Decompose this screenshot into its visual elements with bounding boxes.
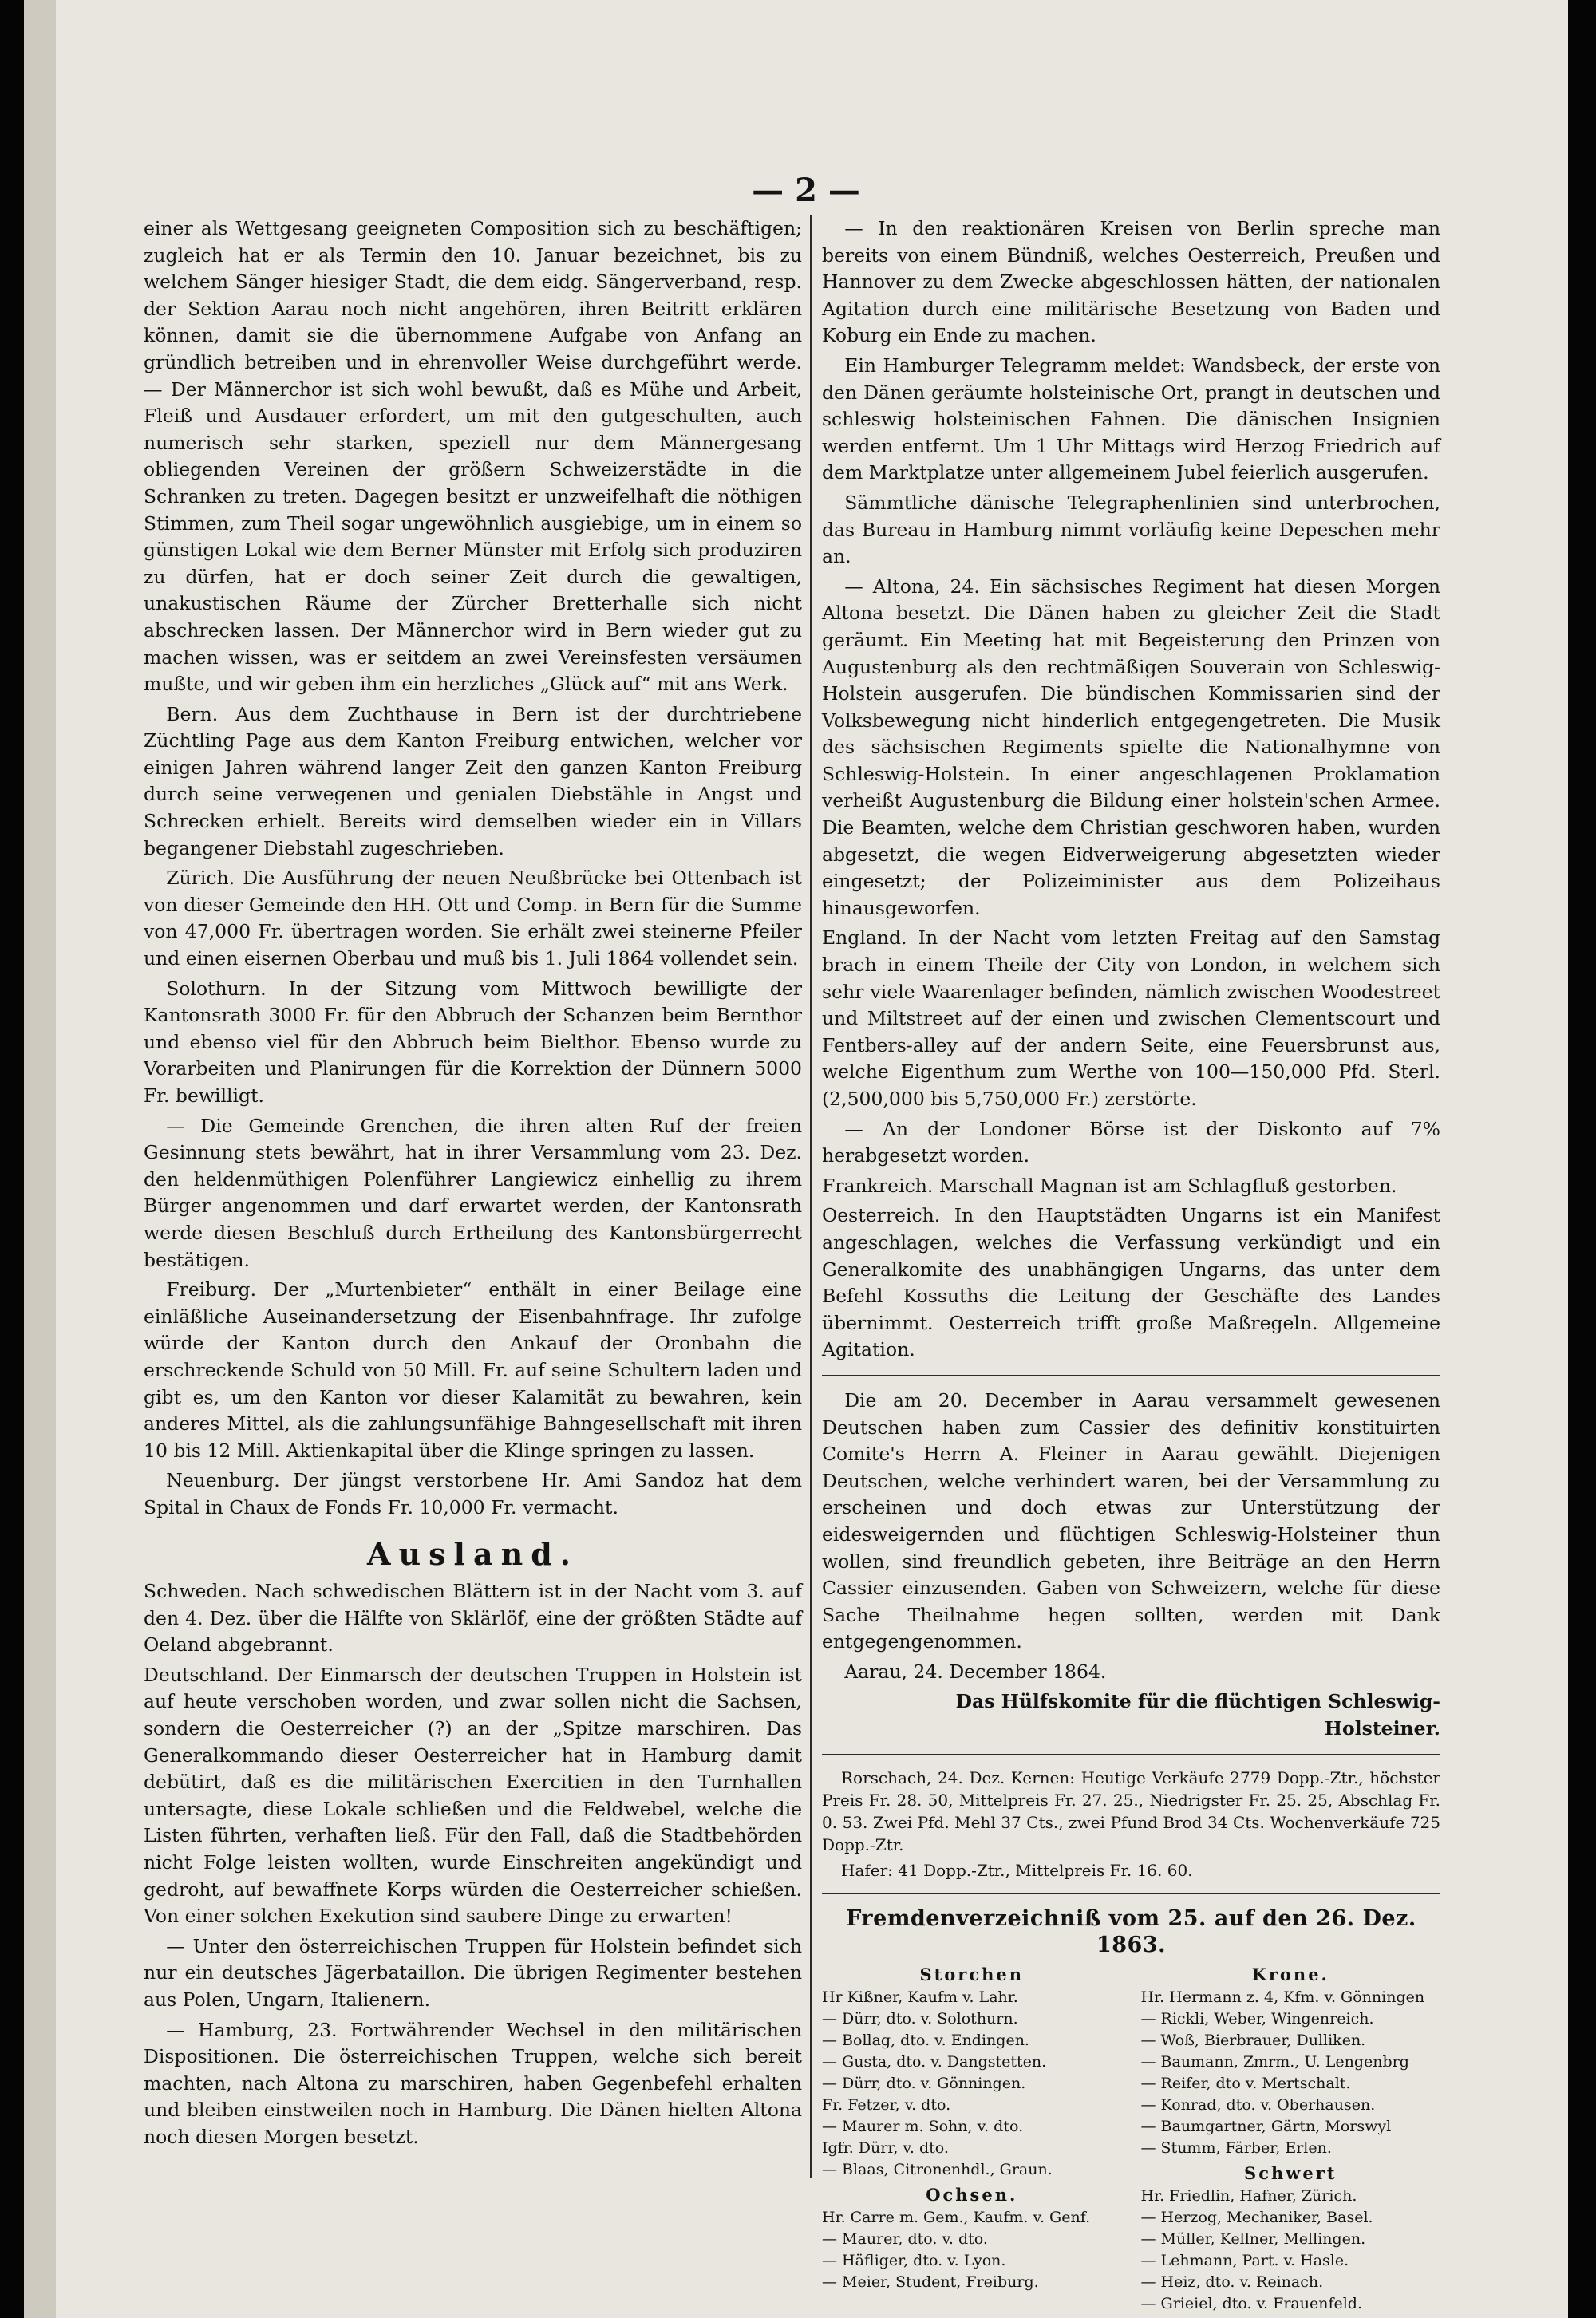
guest-entry: Fr. Fetzer, v. dto. <box>822 2095 951 2114</box>
page-edge <box>24 0 56 2318</box>
guest-entry: — Bollag, dto. v. Endingen. <box>822 2031 1029 2049</box>
article-paragraph: Solothurn. In der Sitzung vom Mittwoch bewilligte der Kantonsrath 3000 Fr. für den Abbruch der Schanzen beim Bernthor und ebenso viel für den Abbruch beim Bielthor. Ebenso wurde zu Vorarbeiten und Planirungen für die Korrektion der Dünnern 5000 Fr. bewilligt. <box>144 977 802 1107</box>
guest-list-left <box>822 1961 1122 2315</box>
guest-entry: — Meier, Student, Freiburg. <box>822 2273 1039 2291</box>
guest-entry: — Dürr, dto. v. Gönningen. <box>822 2074 1026 2092</box>
article-paragraph: Sämmtliche dänische Telegraphenlinien sind unterbrochen, das Bureau in Hamburg nimmt vorläufig keine Depeschen mehr an. <box>822 491 1440 568</box>
guest-entry: Hr. Hermann z. 4, Kfm. v. Gönningen <box>1140 1988 1425 2006</box>
article-paragraph: England. In der Nacht vom letzten Freitag auf den Samstag brach in einem Theile der City von London, in welchem sich sehr viele Waarenlager befinden, nämlich zwischen Woodestreet und Miltstreet auf der einen und zwischen Clementscourt und Fentbers-alley auf der andern Seite, eine Feuersbrunst aus, welche Eigenthum zum Werthe von 100—150,000 Pfd. Sterl. (2,500,000 bis 5,750,000 Fr.) zerstörte. <box>822 926 1440 1110</box>
guest-entry: — Konrad, dto. v. Oberhausen. <box>1140 2095 1376 2114</box>
hotel-heading-schwert: Schwert <box>1244 2162 1337 2183</box>
article-paragraph: Deutschland. Der Einmarsch der deutschen Truppen in Holstein ist auf heute verschoben worden, und zwar sollen nicht die Sachsen, sondern die Oesterreicher (?) an der „Spitze marschiren. Das Generalkommando dieser Oesterreicher hat in Hamburg damit debütirt, daß es die militärischen Exercitien in den Turnhallen untersagte, diese Lokale schließen und die Feldwebel, welche die Listen führten, verhaften ließ. Für den Fall, daß die Stadtbehörden nicht Folge leisten wollten, wurde Einschreiten angekündigt und gedroht, auf bewaffnete Korps würden die Oesterreicher schießen. Von einer solchen Exekution sind saubere Dinge zu erwarten! <box>144 1663 802 1928</box>
guest-entry: Hr. Friedlin, Hafner, Zürich. <box>1140 2186 1357 2205</box>
rule <box>822 1375 1440 1376</box>
guest-entry: — Baumgartner, Gärtn, Morswyl <box>1140 2117 1392 2135</box>
notice-signature: Das Hülfskomite für die flüchtigen Schleswig-Holsteiner. <box>955 1690 1440 1740</box>
article-paragraph: Schweden. Nach schwedischen Blättern ist in der Nacht vom 3. auf den 4. Dez. über die Hälfte von Sklärlöf, eine der größten Städte auf Oeland abgebrannt. <box>144 1580 802 1657</box>
rule <box>822 1893 1440 1894</box>
guest-entry: Igfr. Dürr, v. dto. <box>822 2138 949 2157</box>
article-paragraph: — Unter den österreichischen Truppen für Holstein befindet sich nur ein deutsches Jägerbataillon. Die übrigen Regimenter bestehen aus Polen, Ungarn, Italienern. <box>144 1934 802 2011</box>
guest-entry: — Maurer, dto. v. dto. <box>822 2229 988 2248</box>
article-paragraph: — In den reaktionären Kreisen von Berlin spreche man bereits von einem Bündniß, welches Oesterreich, Preußen und Hannover zu dem Zwecke abgeschlossen hätten, der nationalen Agitation durch eine militärische Besetzung von Baden und Koburg ein Ende zu machen. <box>822 217 1440 347</box>
guest-entry: — Rickli, Weber, Wingenreich. <box>1140 2009 1374 2028</box>
article-paragraph: Ein Hamburger Telegramm meldet: Wandsbeck, der erste von den Dänen geräumte holsteinische Ort, prangt in deutschen und schleswig holsteinischen Fahnen. Die dänischen Insignien werden entfernt. Um 1 Uhr Mittags wird Herzog Friedrich auf dem Marktplatze unter allgemeinem Jubel feierlich ausgerufen. <box>822 353 1440 484</box>
article-paragraph: Freiburg. Der „Murtenbieter“ enthält in einer Beilage eine einläßliche Auseinandersetzung der Eisenbahnfrage. Ihr zufolge würde der Kanton durch den Ankauf der Oronbahn die erschreckende Schuld von 50 Mill. Fr. auf seine Schultern laden und gibt es, um den Kanton vor dieser Kalamität zu bewahren, kein anderes Mittel, als die zahlungsunfähige Bahngesellschaft mit ihren 10 bis 12 Mill. Aktienkapital über die Klinge springen zu lassen. <box>144 1278 802 1462</box>
article-paragraph: — Altona, 24. Ein sächsisches Regiment hat diesen Morgen Altona besetzt. Die Dänen haben zu gleicher Zeit die Stadt geräumt. Ein Meeting hat mit Begeisterung den Prinzen von Augustenburg als den rechtmäßigen Souverain von Schleswig-Holstein ausgerufen. Die bündischen Kommissarien sind der Volksbewegung nicht hinderlich entgegengetreten. Die Musik des sächsischen Regiments spielte die Nationalhymne von Schleswig-Holstein. In einer angeschlagenen Proklamation verheißt Augustenburg die Bildung einer holstein'schen Armee. Die Beamten, welche dem Christian geschworen haben, wurden abgesetzt, die wegen Eidverweigerung abgesetzten wieder eingesetzt; der Polizeiminister aus dem Polizeihaus hinausgeworfen. <box>822 575 1440 919</box>
fremdenverzeichnis-title: Fremdenverzeichniß vom 25. auf den 26. Dez. 1863. <box>846 1905 1416 1958</box>
article-paragraph: — Die Gemeinde Grenchen, die ihren alten Ruf der freien Gesinnung stets bewährt, hat in ihrer Versammlung vom 23. Dez. den heldenmüthigen Polenführer Langiewicz einhellig zu ihrem Bürger angenommen und darf erwartet werden, der Kantonsrath werde diesen Beschluß durch Ertheilung des Kantonsbürgerrecht bestätigen. <box>144 1114 802 1271</box>
article-paragraph: Neuenburg. Der jüngst verstorbene Hr. Ami Sandoz hat dem Spital in Chaux de Fonds Fr. 10,000 Fr. vermacht. <box>144 1469 802 1518</box>
guest-entry: — Heiz, dto. v. Reinach. <box>1140 2273 1324 2291</box>
market-report: Rorschach, 24. Dez. Kernen: Heutige Verkäufe 2779 Dopp.-Ztr., höchster Preis Fr. 28. 50, Mittelpreis Fr. 27. 25., Niedrigster Fr. 25. 25, Abschlag Fr. 0. 53. Zwei Pfd. Mehl 37 Cts., zwei Pfund Brod 34 Cts. Wochenverkäufe 725 Dopp.-Ztr. <box>822 1767 1440 1854</box>
guest-entry: — Herzog, Mechaniker, Basel. <box>1140 2208 1373 2226</box>
guest-entry: — Baumann, Zmrm., U. Lengenbrg <box>1140 2052 1409 2071</box>
article-paragraph: Frankreich. Marschall Magnan ist am Schlagfluß gestorben. <box>822 1174 1397 1197</box>
guest-entry: — Maurer m. Sohn, v. dto. <box>822 2117 1024 2135</box>
guest-list-right <box>1141 1961 1441 2315</box>
article-paragraph: — An der Londoner Börse ist der Diskonto auf 7% herabgesetzt worden. <box>822 1117 1440 1167</box>
article-paragraph: Bern. Aus dem Zuchthause in Bern ist der durchtriebene Züchtling Page aus dem Kanton Freiburg entwichen, welcher vor einigen Jahren während langer Zeit den ganzen Kanton Freiburg durch seine verwegenen und genialen Diebstähle in Angst und Schrecken erhielt. Bereits wird demselben wieder ein in Villars begangener Diebstahl zugeschrieben. <box>144 702 802 859</box>
page-number: — 2 — <box>752 172 860 209</box>
guest-entry: Hr Kißner, Kaufm v. Lahr. <box>822 1988 1018 2006</box>
market-report-hafer: Hafer: 41 Dopp.-Ztr., Mittelpreis Fr. 16. 60. <box>841 1860 1193 1880</box>
guest-entry: — Woß, Bierbrauer, Dulliken. <box>1140 2031 1366 2049</box>
notice-text: Die am 20. December in Aarau versammelt gewesenen Deutschen haben zum Cassier des definitiv konstituirten Comite's Herrn A. Fleiner in Aarau gewählt. Diejenigen Deutschen, welche verhindert waren, bei der Versammlung zu erscheinen und doch etwas zur Unterstützung der eidesweigernden und flüchtigen Schleswig-Holsteiner thun wollen, sind freundlich gebeten, ihre Beiträge an den Herrn Cassier einzusenden. Gaben von Schweizern, welche für diese Sache Theilnahme hegen sollten, werden mit Dank entgegengenommen. <box>822 1388 1440 1653</box>
guest-entry: — Dürr, dto. v. Solothurn. <box>822 2009 1018 2028</box>
guest-entry: — Gusta, dto. v. Dangstetten. <box>822 2052 1047 2071</box>
hotel-heading-krone: Krone. <box>1251 1964 1329 1984</box>
notice-place-date: Aarau, 24. December 1864. <box>844 1660 1107 1683</box>
guest-entry: — Blaas, Citronenhdl., Graun. <box>822 2160 1053 2178</box>
newspaper-page <box>24 0 1568 2318</box>
guest-entry: — Müller, Kellner, Mellingen. <box>1140 2229 1366 2248</box>
guest-entry: Hr. Carre m. Gem., Kaufm. v. Genf. <box>822 2208 1091 2226</box>
column-divider <box>810 215 812 2178</box>
guest-entry: — Lehmann, Part. v. Hasle. <box>1140 2251 1349 2269</box>
article-paragraph: Zürich. Die Ausführung der neuen Neußbrücke bei Ottenbach ist von dieser Gemeinde den HH. Ott und Comp. in Bern für die Summe von 47,000 Fr. übertragen worden. Sie erhält zwei steinerne Pfeiler und einen eisernen Oberbau und muß bis 1. Juli 1864 vollendet sein. <box>144 867 802 970</box>
hotel-heading-ochsen: Ochsen. <box>926 2184 1018 2205</box>
article-paragraph: einer als Wettgesang geeigneten Composition sich zu beschäftigen; zugleich hat er als Termin den 10. Januar bezeichnet, bis zu welchem Sänger hiesiger Stadt, die dem eidg. Sängerverband, resp. der Sektion Aarau noch nicht angehören, ihren Beitritt erklären können, damit sie die übernommene Aufgabe von Anfang an gründlich betreiben und in ehrenvoller Weise durchgeführt werde. — Der Männerchor ist sich wohl bewußt, daß es Mühe und Arbeit, Fleiß und Ausdauer erfordert, um mit den gutgeschulten, auch numerisch sehr starken, speziell nur dem Männergesang obliegenden Vereinen der größern Schweizerstädte in die Schranken zu treten. Dagegen besitzt er unzweifelhaft die nöthigen Stimmen, zum Theil sogar ungewöhnlich ausgiebige, um in einem so günstigen Lokal wie dem Berner Münster mit Erfolg sich produziren zu dürfen, hat er doch seiner Zeit durch die gewaltigen, unakustischen Räume der Zürcher Bretterhalle sich nicht abschrecken lassen. Der Männerchor wird in Bern wieder gut zu machen wissen, was er seitdem an zwei Vereinsfesten versäumen mußte, und wir geben ihm ein herzliches „Glück auf“ mit ans Werk. <box>144 217 802 696</box>
guest-entry: — Grieiel, dto. v. Frauenfeld. <box>1140 2294 1363 2312</box>
guest-list <box>822 1961 1440 2315</box>
section-heading-ausland: Ausland. <box>367 1535 579 1572</box>
right-column <box>822 215 1440 2315</box>
hotel-heading-storchen: Storchen <box>919 1964 1025 1984</box>
guest-entry: — Reifer, dto v. Mertschalt. <box>1140 2074 1351 2092</box>
guest-entry: — Stumm, Färber, Erlen. <box>1140 2138 1332 2157</box>
article-paragraph: Oesterreich. In den Hauptstädten Ungarns ist ein Manifest angeschlagen, welches die Verfassung verkündigt und ein Generalkomite des unabhängigen Ungarns, das unter dem Befehl Kossuths die Leitung der Geschäfte des Landes übernimmt. Oesterreich trifft große Maßregeln. Allgemeine Agitation. <box>822 1204 1440 1361</box>
left-column <box>144 215 802 2154</box>
rule <box>822 1754 1440 1755</box>
guest-entry: — Häfliger, dto. v. Lyon. <box>822 2251 1006 2269</box>
article-paragraph: — Hamburg, 23. Fortwährender Wechsel in den militärischen Dispositionen. Die österreichischen Truppen, welche sich bereit machten, nach Altona zu marschiren, haben Gegenbefehl erhalten und bleiben einstweilen noch in Hamburg. Die Dänen hielten Altona noch diesen Morgen besetzt. <box>144 2018 802 2148</box>
